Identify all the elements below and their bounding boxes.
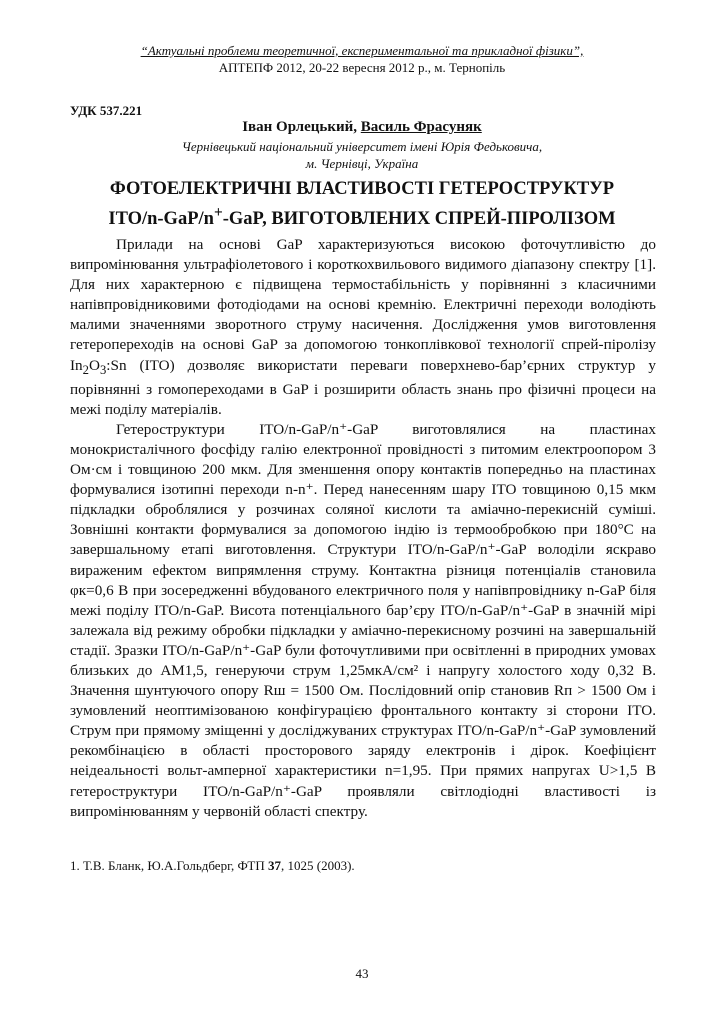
paragraph-1: [70, 235, 656, 420]
paragraph-1-text: Прилади на основі GaP характеризуються високою фоточутливістю до випромінювання ультрафіолетового і короткохвильового видимого діапазону спектру [1]. Для них характерною є підвищена термостабільність у порівнянні з класичними напівпровідниковими фотодіодами на основі кремнію. Електричні переходи володіють малими значеннями зворотного струму насичення. Дослідження умов виготовлення гетеропереходів на основі GaP за допомогою тонкоплівкової технології спрей-піролізу In: [70, 236, 656, 374]
affiliation-line-2: м. Чернівці, Україна: [305, 156, 419, 171]
udk-code: УДК 537.221: [70, 103, 143, 118]
reference-1-end: , 1025 (2003).: [280, 858, 355, 873]
paragraph-2: Гетероструктури ITO/n-GaP/n⁺-GaP виготовлялися на пластинах монокристалічного фосфіду галію електронної провідності з питомим електроопором 3 Ом·см і товщиною 200 мкм. Для зменшення опору контактів попередньо на пластинах формувалися ізотипні переходи n-n⁺. Перед нанесенням шару ITO товщиною 0,15 мкм підкладки оброблялися у розчинах соляної кислоти та аміачно-перекисній суміші. Зовнішні контакти формувалися за допомогою індію із термообробкою при 180°С на завершальному етапі виготовлення. Структури ITO/n-GaP/n⁺-GaP володіли яскраво вираженим ефектом випрямлення струму. Контактна різниця потенціалів становила φк=0,6 В при зосередженні вбудованого електричного поля у напівпровіднику n-GaP біля межі поділу ITO/n-GaP. Висота потенціального бар’єру ITO/n-GaP/n⁺-GaP в значній мірі залежала від режиму обробки підкладки у аміачно-перекисному розчині на завершальній стадії. Зразки ITO/n-GaP/n⁺-GaP були фоточутливими при освітленні в природних умовах близьких до АМ1,5, генеруючи струм 1,25мкА/см² і напругу холостого ходу 0,32 В. Значення шунтуючого опору Rш = 1500 Ом. Послідовний опір становив Rп > 1500 Ом і зумовлений неоптимізованою конфігурацією фронтального контакту зі сторони ITO. Струм при прямому зміщенні у досліджуваних структурах ITO/n-GaP/n⁺-GaP зумовлений рекомбінацією в області просторового заряду електронів і дірок. Коефіцієнт неідеальності вольт-амперної характеристики n=1,95. При прямих напругах U>1,5 В гетероструктури ITO/n-GaP/n⁺-GaP проявляли світлодіодні властивості із випромінюванням у червоній області спектру.: [70, 420, 656, 820]
paragraph-1-sub-2: 2: [82, 362, 89, 377]
affiliation-line-1: Чернівецький національний університет імені Юрія Федьковича,: [181, 139, 543, 154]
author-line: [0, 119, 724, 136]
title-part-b: -GaP, ВИГОТОВЛЕНИХ СПРЕЙ-ПІРОЛІЗОМ: [222, 209, 616, 230]
conference-name: “Актуальні проблеми теоретичної, експериментальної та прикладної фізики”,: [140, 43, 584, 58]
title-line-1: ФОТОЕЛЕКТРИЧНІ ВЛАСТИВОСТІ ГЕТЕРОСТРУКТУР: [109, 179, 615, 199]
conference-event: АПТЕПФ 2012, 20-22 вересня 2012 р., м. Тернопіль: [218, 60, 506, 75]
affiliation: [0, 138, 724, 172]
paper-title: [0, 178, 724, 231]
paper-body: [70, 235, 656, 822]
paragraph-1-sub-3: 3: [99, 362, 107, 377]
author-first: Іван Орлецький,: [242, 119, 358, 135]
conference-header: [0, 42, 724, 76]
title-line-2: [0, 201, 724, 231]
reference-1-volume: 37: [267, 858, 281, 873]
paragraph-1-mid: O: [88, 356, 100, 374]
title-superscript: +: [213, 204, 223, 221]
author-second: Василь Фрасуняк: [360, 119, 482, 135]
paragraph-1-end: :Sn (ITO) дозволяє використати переваги поверхнево-бар’єрних структур у порівнянні з гомопереходами в GaP і розширити область знань про фізичні процеси на межі поділу матеріалів.: [70, 356, 656, 418]
reference-1-text: 1. Т.В. Бланк, Ю.А.Гольдберг, ФТП: [70, 858, 268, 873]
reference-list: [70, 858, 656, 874]
page-number: 43: [355, 966, 369, 981]
title-part-a: ITO/n-GaP/n: [108, 209, 214, 230]
